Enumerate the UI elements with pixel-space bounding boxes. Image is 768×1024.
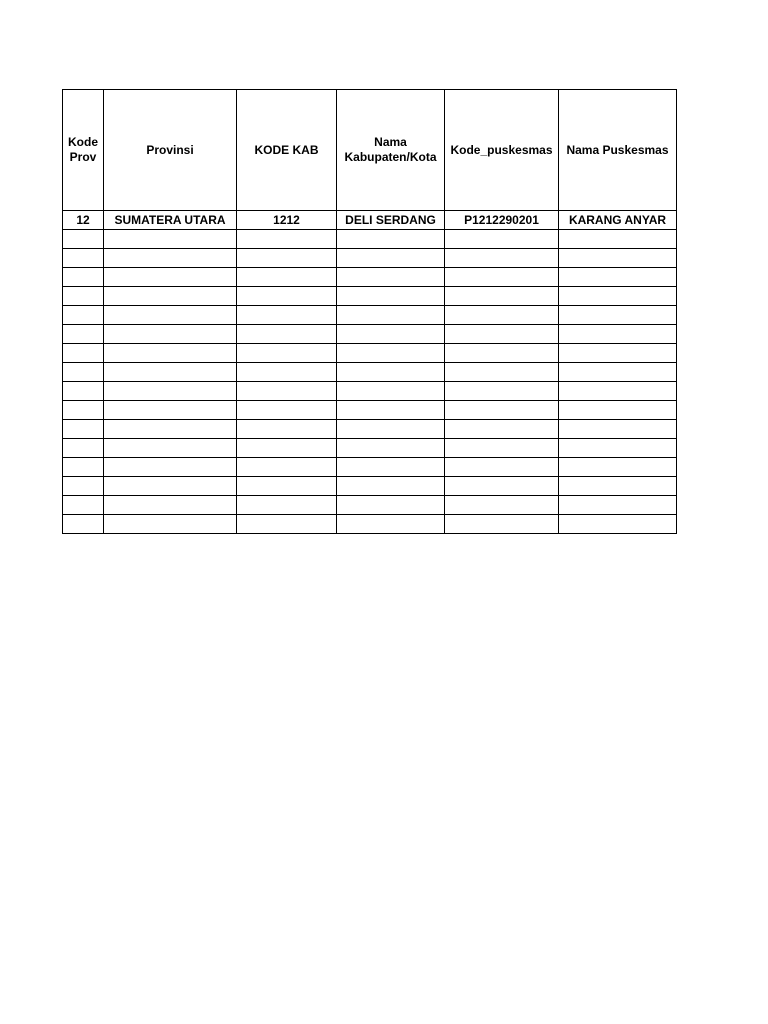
table-row [63,458,677,477]
cell-nama-puskesmas [559,325,677,344]
cell-kode-prov [63,287,104,306]
cell-kode-puskesmas [445,268,559,287]
cell-nama-puskesmas [559,382,677,401]
cell-kode-puskesmas [445,344,559,363]
cell-kode-kab [237,249,337,268]
cell-nama-kabupaten-kota [337,515,445,534]
cell-nama-puskesmas: KARANG ANYAR [559,211,677,230]
cell-nama-kabupaten-kota [337,477,445,496]
header-label: Nama Puskesmas [566,142,669,157]
cell-provinsi [104,268,237,287]
table-row [63,268,677,287]
cell-kode-prov [63,306,104,325]
cell-kode-kab [237,477,337,496]
cell-kode-prov [63,249,104,268]
cell-kode-puskesmas [445,325,559,344]
header-kode-prov [63,90,104,211]
table-row [63,325,677,344]
cell-kode-kab [237,458,337,477]
cell-kode-kab [237,401,337,420]
cell-nama-kabupaten-kota [337,325,445,344]
cell-nama-kabupaten-kota [337,287,445,306]
cell-kode-puskesmas [445,496,559,515]
cell-nama-kabupaten-kota [337,458,445,477]
cell-provinsi [104,420,237,439]
cell-nama-puskesmas [559,344,677,363]
cell-provinsi: SUMATERA UTARA [104,211,237,230]
cell-nama-puskesmas [559,420,677,439]
cell-nama-puskesmas [559,363,677,382]
cell-kode-kab [237,496,337,515]
cell-kode-puskesmas [445,287,559,306]
cell-provinsi [104,401,237,420]
table-row [63,306,677,325]
cell-kode-puskesmas [445,515,559,534]
cell-nama-kabupaten-kota [337,496,445,515]
cell-kode-puskesmas [445,477,559,496]
table-row [63,496,677,515]
cell-nama-puskesmas [559,230,677,249]
table-row [63,477,677,496]
cell-kode-kab [237,439,337,458]
cell-kode-puskesmas [445,401,559,420]
header-kode-puskesmas [445,90,559,211]
table-body [63,211,677,534]
cell-kode-kab [237,363,337,382]
cell-nama-kabupaten-kota: DELI SERDANG [337,211,445,230]
cell-nama-puskesmas [559,268,677,287]
cell-nama-puskesmas [559,496,677,515]
cell-provinsi [104,439,237,458]
cell-nama-kabupaten-kota [337,249,445,268]
header-row [63,90,677,211]
cell-kode-prov [63,268,104,287]
cell-nama-puskesmas [559,401,677,420]
header-kode-kab [237,90,337,211]
cell-kode-puskesmas [445,249,559,268]
cell-provinsi [104,496,237,515]
cell-provinsi [104,363,237,382]
cell-kode-prov: 12 [63,211,104,230]
header-label: Kabupaten/Kota [344,150,437,164]
cell-kode-prov [63,458,104,477]
cell-nama-puskesmas [559,458,677,477]
cell-kode-kab [237,230,337,249]
table-row [63,249,677,268]
cell-kode-kab [237,420,337,439]
cell-kode-prov [63,439,104,458]
cell-kode-prov [63,230,104,249]
cell-nama-kabupaten-kota [337,268,445,287]
table-row [63,230,677,249]
cell-kode-puskesmas [445,439,559,458]
cell-kode-prov [63,515,104,534]
cell-provinsi [104,287,237,306]
cell-kode-kab [237,268,337,287]
cell-kode-prov [63,325,104,344]
cell-kode-prov [63,477,104,496]
table-row [63,211,677,230]
cell-kode-kab [237,344,337,363]
cell-provinsi [104,477,237,496]
cell-provinsi [104,382,237,401]
cell-provinsi [104,249,237,268]
cell-nama-puskesmas [559,439,677,458]
cell-kode-puskesmas [445,230,559,249]
cell-kode-kab [237,287,337,306]
cell-kode-kab [237,306,337,325]
cell-nama-kabupaten-kota [337,420,445,439]
cell-provinsi [104,344,237,363]
header-label: Kode_puskesmas [450,142,553,157]
cell-kode-prov [63,344,104,363]
cell-nama-kabupaten-kota [337,306,445,325]
cell-kode-puskesmas [445,306,559,325]
header-label: Kode [68,135,98,149]
cell-kode-kab [237,382,337,401]
table-row [63,382,677,401]
puskesmas-table [62,89,677,534]
table-row [63,401,677,420]
table-row [63,344,677,363]
cell-nama-puskesmas [559,477,677,496]
table-header [63,90,677,211]
cell-provinsi [104,306,237,325]
cell-kode-kab [237,325,337,344]
cell-nama-puskesmas [559,515,677,534]
cell-nama-kabupaten-kota [337,401,445,420]
cell-provinsi [104,230,237,249]
table-row [63,363,677,382]
cell-nama-kabupaten-kota [337,382,445,401]
cell-kode-puskesmas [445,363,559,382]
cell-nama-kabupaten-kota [337,344,445,363]
cell-kode-prov [63,401,104,420]
cell-nama-puskesmas [559,287,677,306]
cell-nama-puskesmas [559,306,677,325]
cell-nama-kabupaten-kota [337,230,445,249]
cell-kode-puskesmas [445,382,559,401]
cell-nama-puskesmas [559,249,677,268]
header-nama-puskesmas [559,90,677,211]
cell-provinsi [104,515,237,534]
cell-kode-kab: 1212 [237,211,337,230]
table-row [63,515,677,534]
cell-nama-kabupaten-kota [337,363,445,382]
cell-kode-puskesmas: P1212290201 [445,211,559,230]
cell-kode-prov [63,363,104,382]
header-nama-kabupaten-kota [337,90,445,211]
header-label: KODE KAB [254,142,319,157]
cell-provinsi [104,325,237,344]
cell-provinsi [104,458,237,477]
table-row [63,287,677,306]
table-row [63,439,677,458]
header-provinsi [104,90,237,211]
cell-kode-kab [237,515,337,534]
cell-kode-prov [63,382,104,401]
header-label: Provinsi [146,142,194,157]
header-label: Prov [69,150,97,164]
cell-kode-prov [63,496,104,515]
cell-kode-puskesmas [445,420,559,439]
cell-kode-prov [63,420,104,439]
cell-kode-puskesmas [445,458,559,477]
cell-nama-kabupaten-kota [337,439,445,458]
table-row [63,420,677,439]
header-label: Nama [374,135,407,149]
